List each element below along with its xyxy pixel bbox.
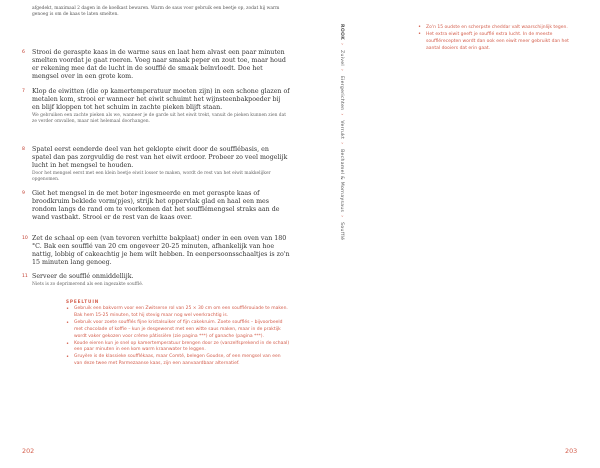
bullet-icon: • bbox=[66, 306, 70, 312]
page-number-right: 203 bbox=[565, 447, 578, 455]
bullet-icon: • bbox=[66, 340, 70, 347]
chevron-right-icon: › bbox=[339, 68, 344, 72]
bullet-icon: • bbox=[418, 31, 422, 37]
tip-text: Gruyère is de klassieke soufflékaas, maar Comté, belegen Goudse, of een mengsel van een van deze twee met Parmezaanse kaas, zijn een aanvaardbaar alternatief. bbox=[74, 354, 281, 367]
step-number: 9 bbox=[22, 190, 25, 196]
step-text: Giet het mengsel in de met boter ingesmeerde en met geraspte kaas of broodkruim beklede vorm(pjes), strijk het oppervlak glad en haal een mes rondom langs de rand om te voorkomen dat het soufflémengsel straks aan de wand vastbakt. Strooi er de rest van de kaas over. bbox=[32, 190, 280, 222]
step-number: 8 bbox=[22, 146, 25, 152]
step-10 bbox=[22, 235, 290, 267]
tip-item bbox=[66, 306, 290, 320]
tip-item bbox=[66, 341, 290, 355]
chevron-right-icon: › bbox=[339, 113, 344, 116]
tip-text: Het extra eiwit geeft je soufflé extra lucht. In de meeste soufflérecepten wordt dan ook een eiwit meer gebruikt dan het aantal dooiers dat erin gaat. bbox=[426, 32, 569, 51]
breadcrumb-item: Bechamel & Mornaysaus bbox=[339, 149, 344, 213]
page-number-left: 202 bbox=[22, 447, 35, 455]
step-text: Klop de eiwitten (die op kamertemperatuur moeten zijn) in een schone glazen of metalen kom, strooi er wanneer het eiwit schuimt het wijnsteenbakpoeder bij en blijf kloppen tot het schuim in zachte pieken blijft staan. bbox=[32, 88, 290, 112]
chevron-right-icon: › bbox=[339, 142, 344, 145]
step-note: Door het mengsel eerst met een klein beetje eiwit losser te maken, wordt de rest van het eiwit makkelijker opgenomen. bbox=[32, 171, 271, 183]
right-tips bbox=[418, 24, 582, 52]
chevron-right-icon: › bbox=[339, 215, 344, 218]
bullet-icon: • bbox=[418, 24, 422, 30]
step-7 bbox=[22, 88, 290, 125]
step-text: Zet de schaal op een (van tevoren verhitte bakplaat) onder in een oven van 180 °C. Bak een soufflé van 20 cm ongeveer 20-25 minuten, afhankelijk van hoe nattig, lobbig of cakeachtig je hem wilt hebben. In eenpersoonsschaaltjes is zo'n 15 minuten lang genoeg. bbox=[32, 235, 290, 267]
step-6 bbox=[22, 49, 290, 81]
bullet-icon: • bbox=[66, 319, 70, 326]
vertical-breadcrumb bbox=[336, 24, 348, 264]
intro-paragraph: afgedekt, maximaal 2 dagen in de koelkast bewaren. Warm de saus voor gebruik een beetje op, zodat hij warm genoeg is om de kaas te laten smelten. bbox=[32, 6, 280, 18]
step-9 bbox=[22, 190, 290, 222]
step-11 bbox=[22, 273, 290, 288]
tip-item bbox=[66, 354, 290, 368]
breadcrumb-item: Soufflé bbox=[339, 222, 344, 241]
tips-heading: SPEELTUIN bbox=[66, 299, 100, 304]
breadcrumb-item: Zuivel bbox=[339, 50, 344, 66]
tips-box bbox=[66, 299, 290, 368]
step-8 bbox=[22, 146, 290, 183]
step-text: Spatel eerst eenderde deel van het geklopte eiwit door de soufflébasis, en spatel dan pas zorgvuldig de rest van het eiwit erdoor. Probeer zo veel mogelijk lucht in het mengsel te houden. bbox=[32, 146, 288, 170]
breadcrumb-item: Eiergerichten bbox=[339, 75, 344, 111]
step-number: 10 bbox=[22, 235, 28, 241]
tip-item bbox=[418, 24, 582, 31]
step-text: Serveer de soufflé onmiddellijk. bbox=[32, 273, 134, 280]
tip-text: Zo'n 15 oudste en scherpste cheddar valt waarschijnlijk tegen. bbox=[426, 25, 568, 30]
step-text: Strooi de geraspte kaas in de warme saus en laat hem alvast een paar minuten smelten voordat je gaat roeren. Voeg naar smaak peper en zout toe, maar houd er rekening mee dat de lucht in de soufflé de smaak beïnvloedt. Doe het mengsel over in een grote kom. bbox=[32, 49, 286, 81]
tip-text: Koude eieren kun je snel op kamertemperatuur brengen door ze (vanzelfsprekend in de schaal) een paar minuten in een kom warm kraanwater te leggen. bbox=[74, 340, 290, 353]
tip-text: Gebruik voor zoete soufflés fijne kristalsuiker of fijn cakekruim. Zoete soufflés – bijvoorbeeld met chocolade of koffie – kun je desgewenst met een witte saus maken, maar in de praktijk wordt vaker gekozen voor crème pâtissière (zie pagina ***) of ganache (pagina ***). bbox=[74, 319, 283, 339]
tip-item bbox=[66, 320, 290, 341]
breadcrumb-item: ROOK bbox=[339, 24, 344, 41]
breadcrumb-item: Verrukt bbox=[339, 120, 344, 140]
chevron-right-icon: › bbox=[339, 43, 344, 46]
step-number: 7 bbox=[22, 88, 25, 94]
step-number: 6 bbox=[22, 49, 25, 55]
bullet-icon: • bbox=[66, 354, 70, 361]
step-number: 11 bbox=[22, 273, 28, 279]
tip-item bbox=[418, 31, 582, 52]
tip-text: Gebruik een bakvorm voor een Zwitserse rol van 25 × 30 cm om een soufflérouiade te maken. Bak hem 15-25 minuten, tot hij stevig maar nog wel veerkrachtig is. bbox=[74, 306, 288, 318]
step-note: We gebruiken een zachte pieken als we, wanneer je de garde uit het eiwit trekt, vanuit de pieken kunnen zien dat ze verder omvallen, maar niet helemaal doorhangen. bbox=[32, 113, 287, 125]
step-note: Niets is zo deprimerend als een ingezakte soufflé. bbox=[32, 282, 144, 288]
